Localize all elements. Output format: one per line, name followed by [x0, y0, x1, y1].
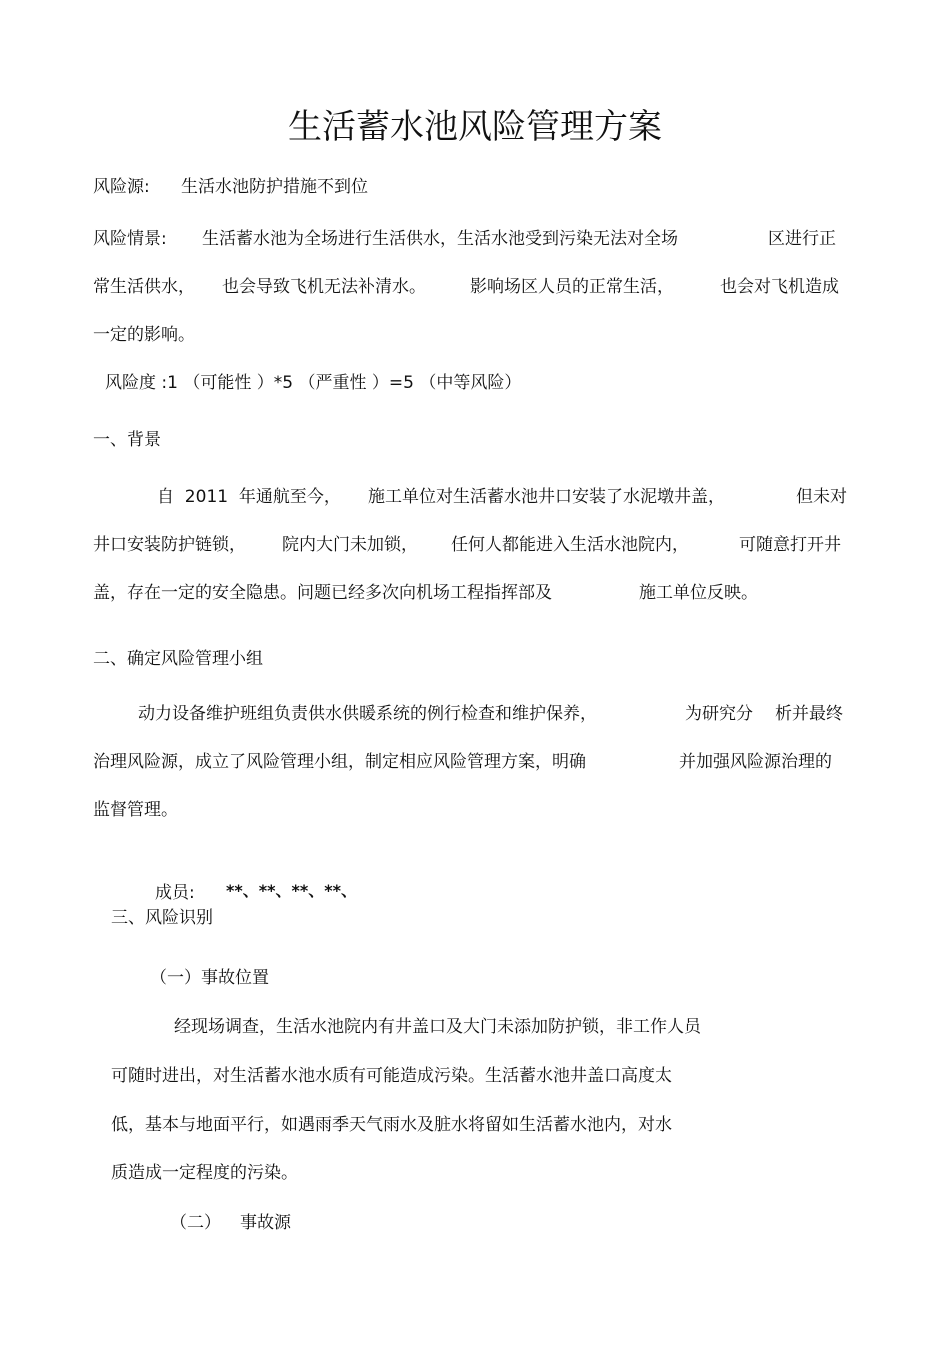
- section1-line3b: 施工单位反映。: [639, 583, 758, 603]
- section3-para-line2: 可随时进出，对生活蓄水池水质有可能造成污染。生活蓄水池井盖口高度太: [111, 1066, 672, 1086]
- risk-scenario-line3: 一定的影响。: [93, 325, 195, 345]
- risk-degree: 风险度 :1 （可能性 ）*5 （严重性 ）=5 （中等风险）: [105, 373, 522, 393]
- risk-scenario-line2b: 也会导致飞机无法补清水。: [222, 277, 426, 297]
- section1-line2d: 可随意打开井: [739, 535, 841, 555]
- section2-line1b: 为研究分: [685, 704, 753, 724]
- section1-line1b: 施工单位对生活蓄水池井口安装了水泥墩井盖，: [368, 487, 725, 507]
- section3-sub2-title: 事故源: [240, 1213, 291, 1233]
- section2-heading: 二、确定风险管理小组: [93, 649, 263, 669]
- page-title: 生活蓄水池风险管理方案: [288, 107, 662, 147]
- section1-line1c: 但未对: [796, 487, 847, 507]
- section3-sub2-number: （二）: [170, 1213, 221, 1233]
- section1-line2b: 院内大门未加锁，: [282, 535, 418, 555]
- risk-scenario-label: 风险情景:: [93, 229, 167, 249]
- section1-heading: 一、背景: [93, 430, 161, 450]
- risk-scenario-line2c: 影响场区人员的正常生活，: [470, 277, 674, 297]
- section1-line2a: 井口安装防护链锁，: [93, 535, 246, 555]
- risk-source-value: 生活水池防护措施不到位: [181, 177, 368, 197]
- section2-line1c: 析并最终: [775, 704, 843, 724]
- section1-line2c: 任何人都能进入生活水池院内，: [451, 535, 689, 555]
- risk-scenario-line1b: 区进行正: [768, 229, 836, 249]
- section3-sub1: （一）事故位置: [150, 968, 269, 988]
- section3-para-line4: 质造成一定程度的污染。: [111, 1163, 298, 1183]
- section3-heading: 三、风险识别: [111, 908, 213, 928]
- risk-scenario-line2d: 也会对飞机造成: [720, 277, 839, 297]
- members-value: **、**、**、**、: [226, 881, 357, 900]
- section2-line3: 监督管理。: [93, 800, 178, 820]
- risk-source-label: 风险源:: [93, 177, 150, 197]
- members-label: 成员:: [155, 883, 195, 903]
- section3-para-line3: 低，基本与地面平行，如遇雨季天气雨水及脏水将留如生活蓄水池内，对水: [111, 1115, 672, 1135]
- section3-para-line1: 经现场调查，生活水池院内有井盖口及大门未添加防护锁，非工作人员: [174, 1017, 701, 1037]
- risk-scenario-line1a: 生活蓄水池为全场进行生活供水，生活水池受到污染无法对全场: [202, 229, 678, 249]
- section2-line2a: 治理风险源，成立了风险管理小组，制定相应风险管理方案，明确: [93, 752, 586, 772]
- risk-scenario-line2a: 常生活供水，: [93, 277, 195, 297]
- section2-line2b: 并加强风险源治理的: [679, 752, 832, 772]
- section2-line1a: 动力设备维护班组负责供水供暖系统的例行检查和维护保养，: [138, 704, 597, 724]
- section1-line1a: 自 2011 年通航至今，: [157, 487, 341, 507]
- section1-line3a: 盖，存在一定的安全隐患。问题已经多次向机场工程指挥部及: [93, 583, 552, 603]
